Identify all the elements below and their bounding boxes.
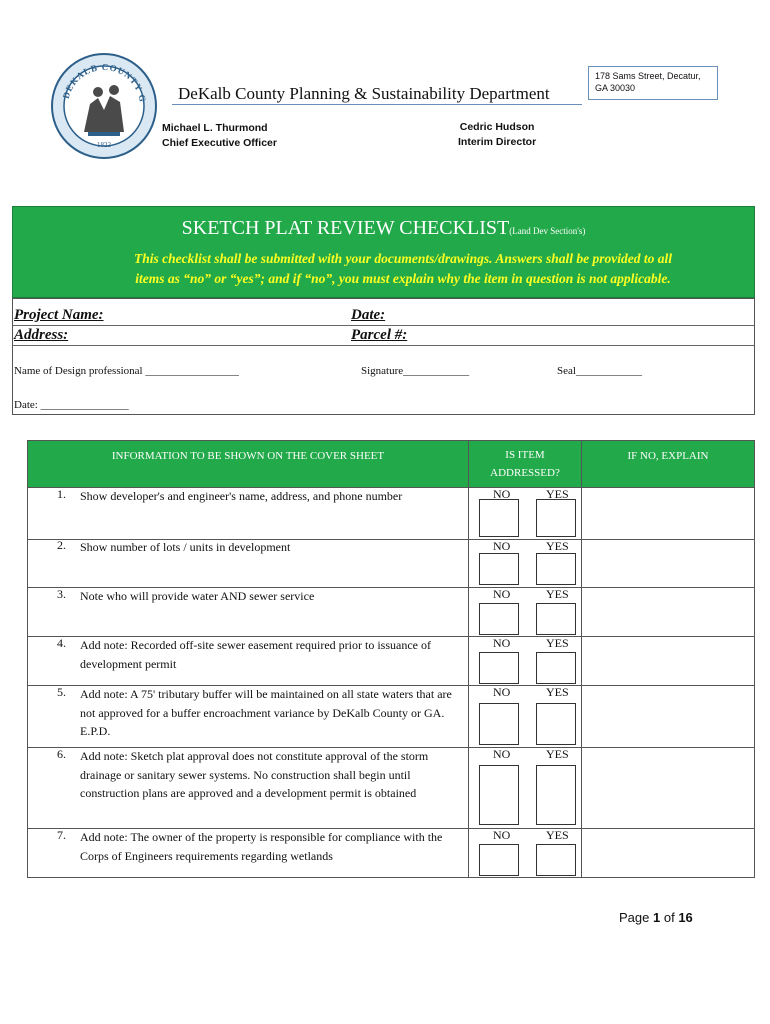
table-vline-2	[581, 441, 582, 877]
address-label[interactable]: Address:	[14, 327, 69, 343]
no-checkbox[interactable]	[479, 844, 519, 876]
checklist-title-text: SKETCH PLAT REVIEW CHECKLIST	[181, 217, 510, 239]
item-number: 6.	[57, 747, 66, 761]
yes-label: YES	[546, 487, 569, 501]
no-label: NO	[493, 487, 511, 501]
item-number: 3.	[57, 587, 66, 601]
no-checkbox[interactable]	[479, 703, 519, 745]
no-checkbox[interactable]	[479, 765, 519, 825]
no-label: NO	[493, 685, 511, 699]
header-explain: IF NO, EXPLAIN	[582, 441, 754, 487]
address-box	[588, 66, 718, 100]
design-professional-field[interactable]: Name of Design professional _________________	[14, 365, 239, 377]
no-label: NO	[493, 636, 511, 650]
item-number: 5.	[57, 685, 66, 699]
item-text: Add note: Sketch plat approval does not constitute approval of the storm drainage or sanitary sewer systems. No construction shall begin until construction plans are approved and a development permit is obtained	[80, 749, 429, 800]
info-divider-1	[13, 325, 754, 326]
checklist-table	[27, 440, 755, 878]
page-number	[619, 910, 693, 925]
project-name-label[interactable]: Project Name:	[14, 307, 104, 323]
page-current: 1	[653, 910, 661, 925]
no-checkbox[interactable]	[479, 603, 519, 635]
yes-checkbox[interactable]	[536, 652, 576, 684]
info-divider-2	[13, 345, 754, 346]
item-text: Add note: Recorded off-site sewer easement required prior to issuance of development permit	[80, 638, 431, 671]
no-label: NO	[493, 587, 511, 601]
yes-checkbox[interactable]	[536, 499, 576, 537]
item-number: 2.	[57, 538, 66, 552]
no-checkbox[interactable]	[479, 652, 519, 684]
table-vline-1	[468, 441, 469, 877]
item-text: Note who will provide water AND sewer service	[80, 589, 315, 603]
svg-text:1822: 1822	[97, 141, 111, 149]
project-info-section	[12, 298, 755, 415]
item-text: Add note: The owner of the property is responsible for compliance with the Corps of Engineers requirements regarding wetlands	[80, 830, 443, 863]
yes-checkbox[interactable]	[536, 844, 576, 876]
signature-field[interactable]: Signature____________	[361, 365, 470, 377]
item-number: 7.	[57, 828, 66, 842]
yes-label: YES	[546, 685, 569, 699]
parcel-label[interactable]: Parcel #:	[351, 327, 408, 343]
header-divider	[172, 104, 582, 105]
item-text: Show developer's and engineer's name, address, and phone number	[80, 489, 403, 503]
instructions-line-2: items as “no” or “yes”; and if “no”, you must explain why the item in question is not applicable.	[135, 271, 671, 286]
address-line-2: GA 30030	[595, 83, 636, 93]
no-label: NO	[493, 828, 511, 842]
item-text: Show number of lots / units in development	[80, 540, 291, 554]
page-of: of	[663, 910, 675, 925]
item-number: 4.	[57, 636, 66, 650]
no-label: NO	[493, 539, 511, 553]
no-checkbox[interactable]	[479, 553, 519, 585]
yes-checkbox[interactable]	[536, 703, 576, 745]
yes-label: YES	[546, 828, 569, 842]
yes-checkbox[interactable]	[536, 603, 576, 635]
director-name: Cedric Hudson	[459, 121, 535, 133]
seal-field[interactable]: Seal____________	[557, 365, 642, 377]
checklist-title-suffix: (Land Dev Section's)	[509, 226, 586, 236]
ceo-title: Chief Executive Officer	[162, 137, 277, 149]
page-prefix: Page	[619, 910, 650, 925]
header-addressed-line-1: IS ITEM	[505, 449, 545, 461]
page-total: 16	[678, 910, 693, 925]
yes-label: YES	[546, 587, 569, 601]
header-addressed-line-2: ADDRESSED?	[490, 467, 560, 479]
checklist-instructions	[53, 249, 753, 289]
yes-label: YES	[546, 636, 569, 650]
director-block	[458, 120, 536, 150]
svg-text:DEKALB COUNTY GEORGIA: DEKALB COUNTY G	[60, 61, 148, 104]
yes-label: YES	[546, 539, 569, 553]
department-title: DeKalb County Planning & Sustainability Department	[178, 84, 550, 103]
checklist-banner	[12, 206, 755, 298]
county-seal-logo	[50, 52, 158, 160]
date-label[interactable]: Date:	[351, 307, 386, 323]
ceo-block	[162, 121, 277, 151]
instructions-line-1: This checklist shall be submitted with your documents/drawings. Answers shall be provided to all	[133, 251, 673, 266]
item-number: 1.	[57, 487, 66, 501]
ceo-name: Michael L. Thurmond	[162, 122, 268, 134]
header-info: INFORMATION TO BE SHOWN ON THE COVER SHEET	[28, 441, 468, 487]
date-field[interactable]: Date: ________________	[14, 399, 129, 411]
checklist-title	[13, 217, 754, 240]
item-text: Add note: A 75' tributary buffer will be maintained on all state waters that are not approved for a buffer encroachment variance by DeKalb County or GA. E.P.D.	[80, 687, 452, 738]
director-title: Interim Director	[458, 136, 537, 148]
no-label: NO	[493, 747, 511, 761]
yes-checkbox[interactable]	[536, 553, 576, 585]
header-addressed	[469, 441, 581, 487]
address-line-1: 178 Sams Street, Decatur,	[595, 71, 701, 81]
no-checkbox[interactable]	[479, 499, 519, 537]
yes-label: YES	[546, 747, 569, 761]
yes-checkbox[interactable]	[536, 765, 576, 825]
